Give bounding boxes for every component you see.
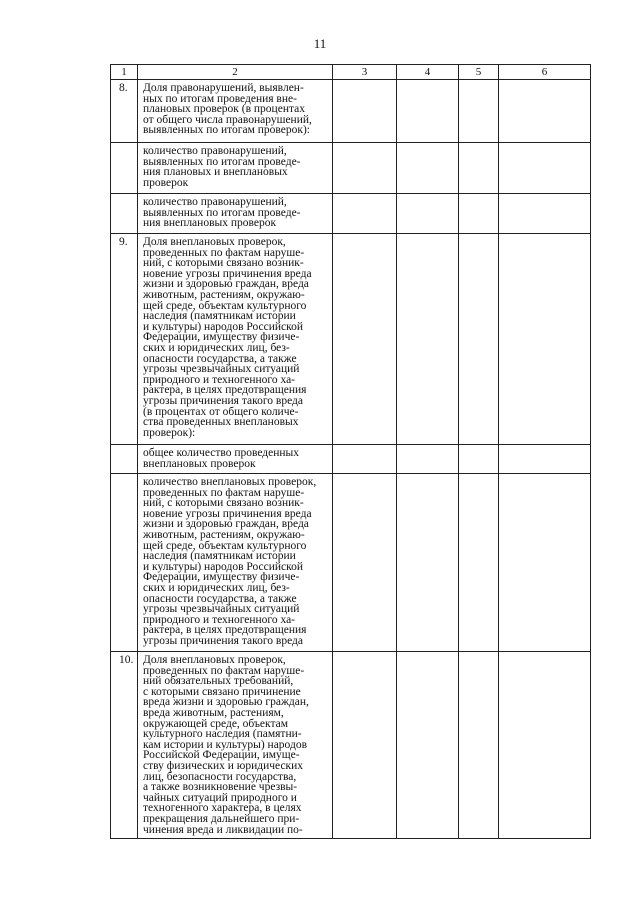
empty-cell <box>459 194 499 234</box>
table-row <box>111 234 591 445</box>
empty-cell <box>459 143 499 194</box>
table-row <box>111 474 591 652</box>
indicator-description: Доля внеплановых проверок, проведенных по фактам наруше- ний обязательных требований, с которыми связано причинение вреда жизни и здоровью граждан, вреда животным, растениям, окружающей среде, объектам культурного наследия (памятни- кам истории и культуры) народов Российской Федерации, имуще- ству физических и юридических лиц, безопасности государства, а также возникновение чрезвы- чайных ситуаций природного и техногенного характера, в целях прекращения дальнейшего при- чинения вреда и ликвидации по- <box>138 652 333 839</box>
row-number <box>111 194 138 234</box>
indicators-table <box>110 64 591 839</box>
empty-cell <box>333 194 397 234</box>
page-number: 11 <box>313 36 327 51</box>
empty-cell <box>459 652 499 839</box>
empty-cell <box>333 445 397 474</box>
empty-cell <box>459 474 499 652</box>
row-number: 8. <box>111 80 138 143</box>
row-number: 9. <box>111 234 138 445</box>
column-header: 1 <box>111 65 138 80</box>
column-header: 5 <box>459 65 499 80</box>
indicator-description: количество внеплановых проверок, проведенных по фактам наруше- ний, с которыми связано возник- новение угрозы причинения вреда жизни и здоровью граждан, вреда животным, растениям, окружаю- щей среде, объектам культурного наследия (памятникам истории и культуры) народов Российской Федерации, имуществу физиче- ских и юридических лиц, без- опасности государства, а также угрозы чрезвычайных ситуаций природного и техногенного ха- рактера, в целях предотвращения угрозы причинения такого вреда <box>138 474 333 652</box>
empty-cell <box>499 234 591 445</box>
table-row <box>111 143 591 194</box>
column-header: 3 <box>333 65 397 80</box>
indicator-description: Доля правонарушений, выявлен- ных по итогам проведения вне- плановых проверок (в процентах от общего числа правонарушений, выявленных по итогам проверок): <box>138 80 333 143</box>
column-header: 6 <box>499 65 591 80</box>
empty-cell <box>459 445 499 474</box>
row-number: 10. <box>111 652 138 839</box>
indicator-description: общее количество проведенных внеплановых проверок <box>138 445 333 474</box>
table-row <box>111 194 591 234</box>
empty-cell <box>499 474 591 652</box>
row-number <box>111 445 138 474</box>
empty-cell <box>397 143 459 194</box>
empty-cell <box>397 80 459 143</box>
table-row <box>111 80 591 143</box>
empty-cell <box>459 234 499 445</box>
indicator-description: количество правонарушений, выявленных по итогам проведе- ния плановых и внеплановых проверок <box>138 143 333 194</box>
empty-cell <box>333 234 397 445</box>
table-row <box>111 445 591 474</box>
empty-cell <box>499 80 591 143</box>
empty-cell <box>499 194 591 234</box>
empty-cell <box>397 234 459 445</box>
row-number <box>111 474 138 652</box>
empty-cell <box>333 474 397 652</box>
column-header: 2 <box>138 65 333 80</box>
row-number <box>111 143 138 194</box>
empty-cell <box>397 652 459 839</box>
empty-cell <box>459 80 499 143</box>
indicator-description: количество правонарушений, выявленных по итогам проведе- ния внеплановых проверок <box>138 194 333 234</box>
indicator-description: Доля внеплановых проверок, проведенных по фактам наруше- ний, с которыми связано возник- новение угрозы причинения вреда жизни и здоровью граждан, вреда животным, растениям, окружаю- щей среде, объектам культурного наследия (памятникам истории и культуры) народов Российской Федерации, имуществу физиче- ских и юридических лиц, без- опасности государства, а также угрозы чрезвычайных ситуаций природного и техногенного ха- рактера, в целях предотвращения угрозы причинения такого вреда (в процентах от общего количе- ства проведенных внеплановых проверок): <box>138 234 333 445</box>
column-number-header-row <box>111 65 591 80</box>
empty-cell <box>333 143 397 194</box>
empty-cell <box>333 80 397 143</box>
empty-cell <box>397 194 459 234</box>
column-header: 4 <box>397 65 459 80</box>
empty-cell <box>499 445 591 474</box>
empty-cell <box>499 143 591 194</box>
empty-cell <box>333 652 397 839</box>
empty-cell <box>499 652 591 839</box>
table-row <box>111 652 591 839</box>
empty-cell <box>397 474 459 652</box>
empty-cell <box>397 445 459 474</box>
